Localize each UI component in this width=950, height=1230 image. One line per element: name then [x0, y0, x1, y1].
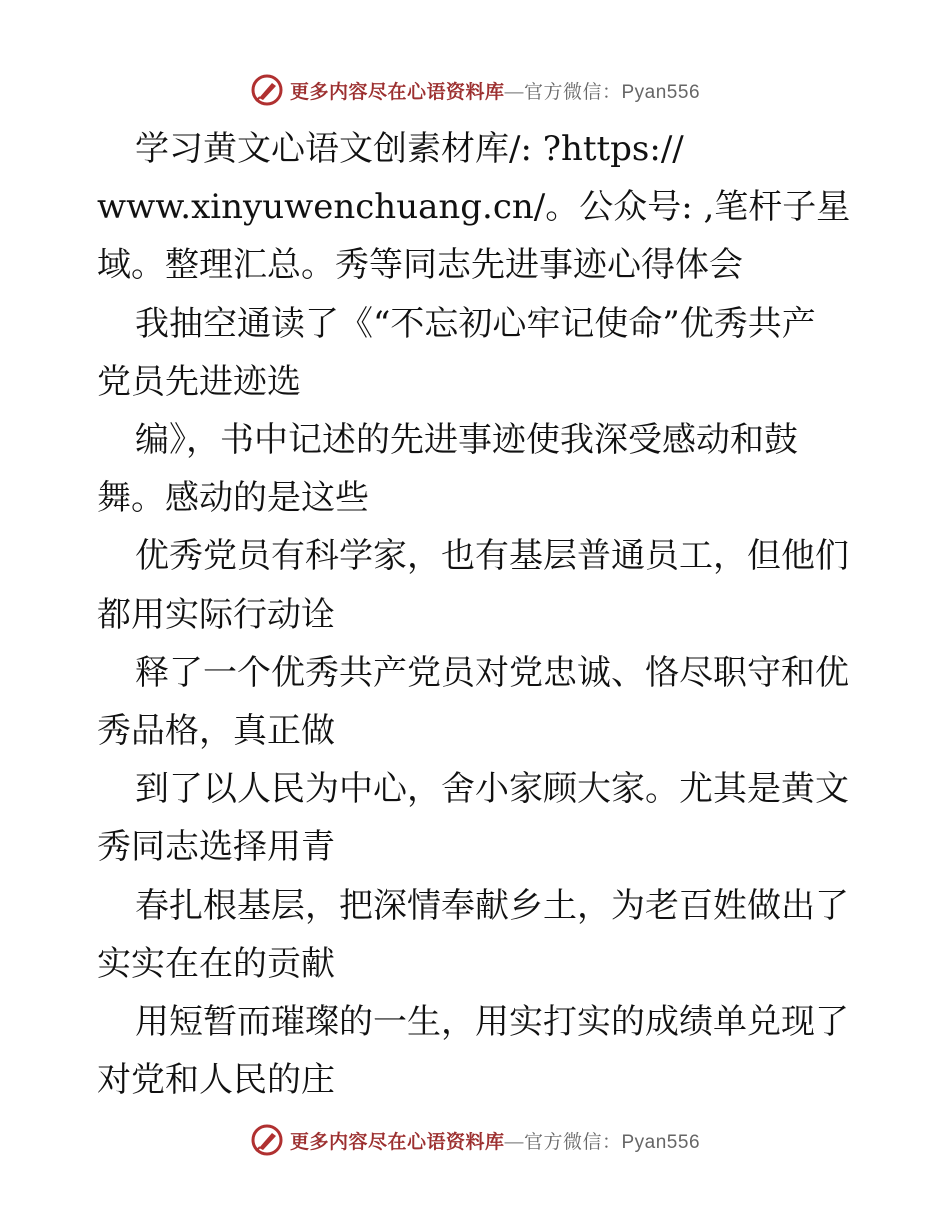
- document-body: [97, 120, 857, 1109]
- body-line: 我抽空通读了《“不忘初心牢记使命”优秀共产: [135, 303, 816, 344]
- body-line: 对党和人民的庄: [97, 1060, 335, 1101]
- body-line: 都用实际行动诠: [97, 594, 335, 635]
- body-line: 春扎根基层，把深情奉献乡土，为老百姓做出了: [135, 885, 849, 926]
- footer-separator: —: [504, 1131, 524, 1153]
- header-text: [290, 77, 700, 104]
- header-site-name: 更多内容尽在心语资料库: [289, 81, 505, 103]
- quill-pen-logo-icon: [250, 73, 284, 107]
- body-line: 释了一个优秀共产党员对党忠诚、恪尽职守和优: [135, 652, 849, 693]
- body-line: 到了以人民为中心，舍小家顾大家。尤其是黄文: [135, 769, 849, 810]
- header-separator: —: [504, 81, 524, 103]
- body-line: 域。整理汇总。秀等同志先进事迹心得体会: [97, 245, 743, 286]
- body-line: 秀品格，真正做: [97, 711, 335, 752]
- header-banner: [0, 68, 950, 112]
- body-line: 用短暂而璀璨的一生，用实打实的成绩单兑现了: [135, 1002, 849, 1043]
- body-line: 优秀党员有科学家，也有基层普通员工，但他们: [135, 536, 849, 577]
- footer-banner: [0, 1118, 950, 1162]
- footer-contact: 官方微信：Pyan556: [524, 1131, 701, 1153]
- body-line: 编》，书中记述的先进事迹使我深受感动和鼓: [135, 420, 798, 461]
- footer-site-name: 更多内容尽在心语资料库: [289, 1131, 505, 1153]
- body-line: www.xinyuwenchuang.cn/。公众号: ,笔杆子星: [97, 187, 851, 228]
- body-line: 实实在在的贡献: [97, 943, 335, 984]
- header-contact: 官方微信：Pyan556: [524, 81, 701, 103]
- body-line: 党员先进迹选: [97, 361, 301, 402]
- body-line: 秀同志选择用青: [97, 827, 335, 868]
- body-line: 舞。感动的是这些: [97, 478, 369, 519]
- body-line: 学习黄文心语文创素材库/: ?https://: [135, 129, 684, 169]
- footer-text: [290, 1127, 700, 1154]
- quill-pen-logo-icon: [250, 1123, 284, 1157]
